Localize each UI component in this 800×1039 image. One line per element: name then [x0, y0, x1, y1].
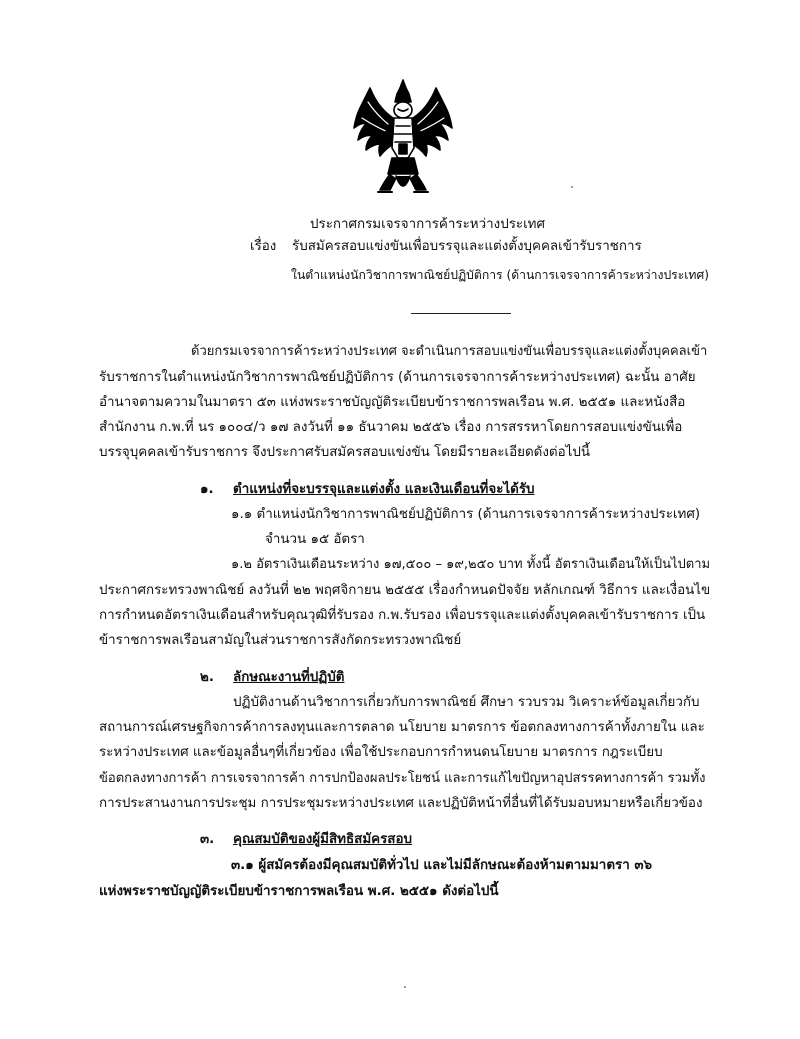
- item-1-2-line-2: ประกาศกระทรวงพาณิชย์ ลงวันที่ ๒๒ พฤศจิกายน ๒๕๕๕ เรื่องกำหนดปัจจัย หลักเกณฑ์ วิธีการ และเงื่อนไข: [99, 583, 711, 598]
- intro-line-2: รับราชการในตำแหน่งนักวิชาการพาณิชย์ปฏิบัติการ (ด้านการเจรจาการค้าระหว่างประเทศ) ฉะนั้น อาศัย: [99, 370, 696, 385]
- item-1-1-count: จำนวน ๑๕ อัตรา: [265, 532, 365, 547]
- section-1-number: ๑.: [200, 482, 214, 497]
- item-3-1-line-2: แห่งพระราชบัญญัติระเบียบข้าราชการพลเรือน พ.ศ. ๒๕๕๑ ดังต่อไปนี้: [99, 884, 499, 899]
- section-1-heading: ตำแหน่งที่จะบรรจุและแต่งตั้ง และเงินเดือนที่จะได้รับ: [233, 482, 535, 497]
- item-1-1: ๑.๑ ตำแหน่งนักวิชาการพาณิชย์ปฏิบัติการ (ด้านการเจรจาการค้าระหว่างประเทศ): [231, 507, 701, 522]
- item-3-1-line-1: ๓.๑ ผู้สมัครต้องมีคุณสมบัติทั่วไป และไม่มีลักษณะต้องห้ามตามมาตรา ๓๖: [231, 858, 653, 873]
- section-3-heading: คุณสมบัติของผู้มีสิทธิสมัครสอบ: [233, 832, 413, 847]
- section-2-line-2: สถานการณ์เศรษฐกิจการค้าการลงทุนและการตลาด นโยบาย มาตรการ ข้อตกลงทางการค้าทั้งภายใน และ: [99, 720, 705, 735]
- item-1-2-line-4: ข้าราชการพลเรือนสามัญในส่วนราชการสังกัดกระทรวงพาณิชย์: [99, 633, 462, 648]
- garuda-emblem-icon: [350, 78, 456, 198]
- intro-line-4: สำนักงาน ก.พ.ที่ นร ๑๐๐๔/ว ๑๗ ลงวันที่ ๑๑ ธันวาคม ๒๕๕๖ เรื่อง การสรรหาโดยการสอบแข่งขันเพื่อ: [99, 420, 683, 435]
- item-1-2-line-3: การกำหนดอัตราเงินเดือนสำหรับคุณวุฒิที่รับรอง ก.พ.รับรอง เพื่อบรรจุและแต่งตั้งบุคคลเข้ารับราชการ เป็น: [99, 608, 706, 623]
- subject-line-1: รับสมัครสอบแข่งขันเพื่อบรรจุและแต่งตั้งบุคคลเข้ารับราชการ: [292, 239, 642, 254]
- section-2-number: ๒.: [200, 670, 214, 685]
- item-1-2-line-1: ๑.๒ อัตราเงินเดือนระหว่าง ๑๗,๕๐๐ – ๑๙,๒๕๐ บาท ทั้งนี้ อัตราเงินเดือนให้เป็นไปตาม: [231, 557, 711, 572]
- subject-line-2: ในตำแหน่งนักวิชาการพาณิชย์ปฏิบัติการ (ด้านการเจรจาการค้าระหว่างประเทศ): [291, 268, 709, 282]
- announcement-title: ประกาศกรมเจรจาการค้าระหว่างประเทศ: [310, 217, 545, 232]
- section-2-line-5: การประสานงานการประชุม การประชุมระหว่างประเทศ และปฏิบัติหน้าที่อื่นที่ได้รับมอบหมายหรือเกี่ยวข้อง: [99, 796, 703, 811]
- scan-speck: [571, 186, 573, 188]
- section-2-line-4: ข้อตกลงทางการค้า การเจรจาการค้า การปกป้องผลประโยชน์ และการแก้ไขปัญหาอุปสรรคทางการค้า รวมทั้ง: [99, 771, 706, 786]
- section-2-line-3: ระหว่างประเทศ และข้อมูลอื่นๆที่เกี่ยวข้อง เพื่อใช้ประกอบการกำหนดนโยบาย มาตรการ กฎระเบียบ: [99, 745, 663, 760]
- section-2-heading: ลักษณะงานที่ปฏิบัติ: [233, 670, 345, 685]
- scan-speck: [404, 986, 406, 988]
- subject-label: เรื่อง: [250, 239, 277, 254]
- section-3-number: ๓.: [200, 832, 215, 847]
- section-2-line-1: ปฏิบัติงานด้านวิชาการเกี่ยวกับการพาณิชย์ ศึกษา รวบรวม วิเคราะห์ข้อมูลเกี่ยวกับ: [233, 695, 700, 710]
- intro-line-5: บรรจุบุคคลเข้ารับราชการ จึงประกาศรับสมัครสอบแข่งขัน โดยมีรายละเอียดดังต่อไปนี้: [99, 445, 591, 460]
- intro-line-1: ด้วยกรมเจรจาการค้าระหว่างประเทศ จะดำเนินการสอบแข่งขันเพื่อบรรจุและแต่งตั้งบุคคลเข้า: [191, 344, 708, 359]
- intro-line-3: อำนาจตามความในมาตรา ๕๓ แห่งพระราชบัญญัติระเบียบข้าราชการพลเรือน พ.ศ. ๒๕๕๑ และหนังสือ: [99, 395, 686, 410]
- header-divider: [411, 313, 511, 314]
